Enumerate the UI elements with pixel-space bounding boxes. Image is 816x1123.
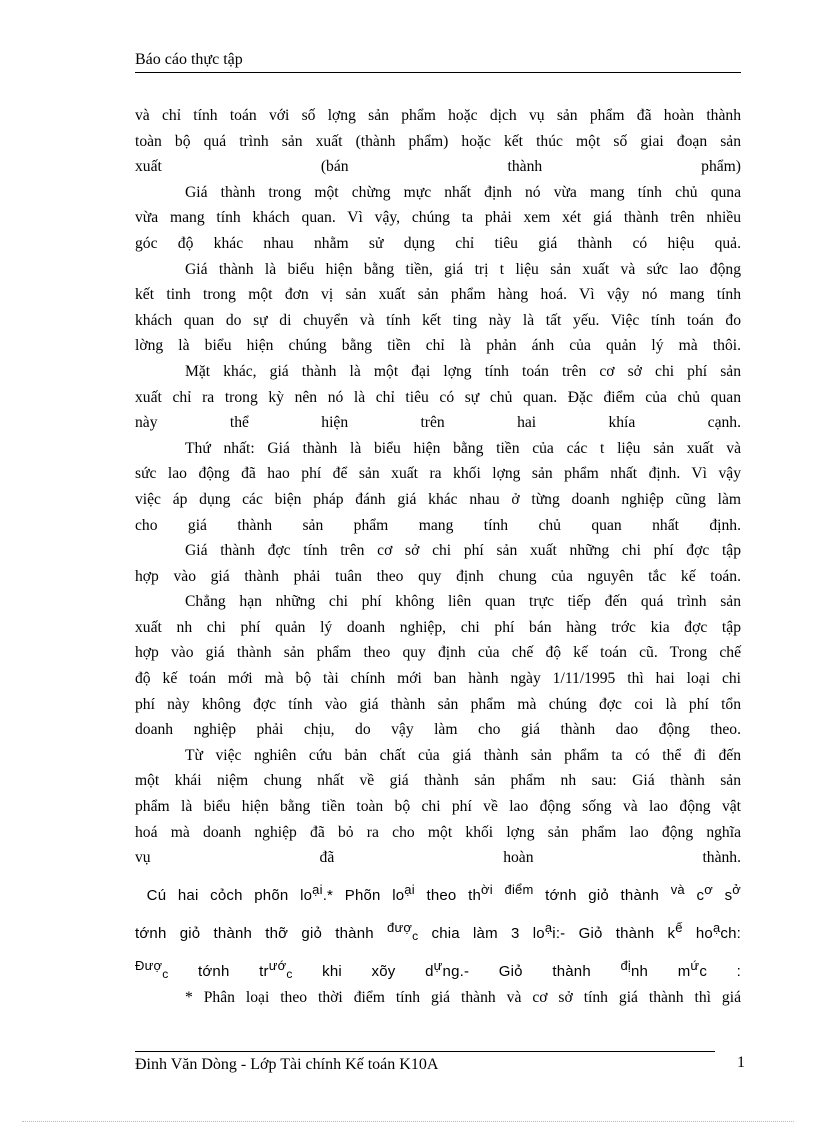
- page-bottom-divider: [22, 1121, 794, 1122]
- text-line: lờng là biểu hiện chúng bằng tiền chỉ là phản ánh của quản lý mà thôi.: [135, 337, 741, 355]
- header-title: Báo cáo thực tập: [135, 51, 243, 68]
- text-line: Giá thành đợc tính trên cơ sở chi phí sản xuất những chi phí đợc tập: [185, 542, 741, 560]
- text-line: Chẳng hạn những chi phí không liên quan trực tiếp đến quá trình sản: [185, 593, 741, 611]
- text-line: này thể hiện trên hai khía cạnh.: [135, 414, 741, 432]
- text-line: Từ việc nghiên cứu bản chất của giá thành sản phẩm ta có thể đi đến: [185, 746, 741, 764]
- text-line: việc áp dụng các biện pháp đánh giá khác nhau ở từng doanh nghiệp cũng làm: [135, 490, 741, 508]
- text-line: toàn bộ quá trình sản xuất (thành phẩm) hoặc kết thúc một số giai đoạn sản: [135, 132, 741, 150]
- text-line: phẩm là biểu hiện bằng tiền toàn bộ chi phí về lao động sống và lao động vật: [135, 798, 741, 816]
- footer-rule: [135, 1051, 715, 1052]
- text-line: vừa mang tính khách quan. Vì vậy, chúng ta phải xem xét giá thành trên nhiều: [135, 209, 741, 227]
- text-line: Mặt khác, giá thành là một đại lợng tính toán trên cơ sở chi phí sản: [185, 362, 741, 380]
- text-line: * Phân loại theo thời điểm tính giá thành và cơ sở tính giá thành thì giá: [185, 988, 741, 1006]
- garbled-line: tớnh giỏ thành thỡ giỏ thành $^{đượ}_c$ chia làm 3 $lo^ại:-$ Giỏ thành $k^ế$ $ho^ạch$:: [135, 919, 741, 943]
- text-line: phí này không đợc tính vào giá thành sản phẩm mà chúng đợc coi là phí tổn: [135, 695, 741, 713]
- page-header: [135, 50, 741, 73]
- page-number: 1: [737, 1054, 745, 1071]
- garbled-line: Cú hai cỏch phõn $lo^{ại}.*$ Phõn $lo^{ại}$ theo $th^{ời}$ $^{điểm}$ tớnh giỏ thành $^{và}$ $c^ơ$ $s^ở$: [146, 881, 742, 904]
- text-line: khách quan do sự di chuyển và tính kết ting này là tất yếu. Việc tính toán đo: [135, 311, 741, 329]
- text-line: Giá thành trong một chừng mực nhất định nó vừa mang tính chủ quna: [185, 183, 741, 201]
- text-line: góc độ khác nhau nhằm sử dụng chỉ tiêu giá thành có hiệu quả.: [135, 234, 741, 252]
- text-line: một khái niệm chung nhất về giá thành sản phẩm nh sau: Giá thành sản: [135, 772, 741, 790]
- text-line: xuất (bán thành phẩm): [135, 158, 741, 176]
- text-line: Thứ nhất: Giá thành là biểu hiện bằng tiền của các t liệu sản xuất và: [185, 439, 741, 457]
- document-body: [135, 103, 741, 1010]
- text-line: hợp vào giá thành sản phẩm theo quy định của chế độ kế toán cũ. Trong chế: [135, 644, 741, 662]
- footer-author: Đinh Văn Dòng - Lớp Tài chính Kế toán K10A: [135, 1056, 439, 1073]
- text-line: vụ đã hoàn thành.: [135, 849, 741, 867]
- text-line: Giá thành là biểu hiện bằng tiền, giá trị t liệu sản xuất và sức lao động: [185, 260, 741, 278]
- text-line: sức lao động đã hao phí để sản xuất ra khối lợng sản phẩm nhất định. Vì vậy: [135, 465, 741, 483]
- text-line: hoá mà doanh nghiệp đã bỏ ra cho một khối lợng sản phẩm lao động nghĩa: [135, 823, 741, 841]
- text-line: doanh nghiệp phải chịu, do vậy làm cho giá thành dao động theo.: [135, 721, 741, 739]
- text-line: cho giá thành sản phẩm mang tính chủ quan nhất định.: [135, 516, 741, 534]
- text-line: và chỉ tính toán với số lợng sản phẩm hoặc dịch vụ sản phẩm đã hoàn thành: [135, 107, 741, 124]
- text-line: hợp vào giá thành phải tuân theo quy định chung của nguyên tắc kế toán.: [135, 567, 741, 585]
- text-line: xuất chỉ ra trong kỳ nên nó là chỉ tiêu có sự chủ quan. Đặc điểm của chủ quan: [135, 388, 741, 406]
- text-line: độ kế toán mới mà bộ tài chính mới ban hành ngày 1/11/1995 thì hai loại chi: [135, 670, 741, 688]
- text-line: kết tinh trong một đơn vị sản xuất sản phẩm hàng hoá. Vì vậy nó mang tính: [135, 286, 741, 304]
- text-line: xuất nh chi phí quản lý doanh nghiệp, chi phí bán hàng trớc kia đợc tập: [135, 618, 741, 636]
- garbled-line: $^{Đượ}_c$ tớnh $tr^{ướ}_c$ khi xõy $d^ựng.-$ Giỏ thành $^{đị}$nh $m^ức$ :: [135, 957, 741, 981]
